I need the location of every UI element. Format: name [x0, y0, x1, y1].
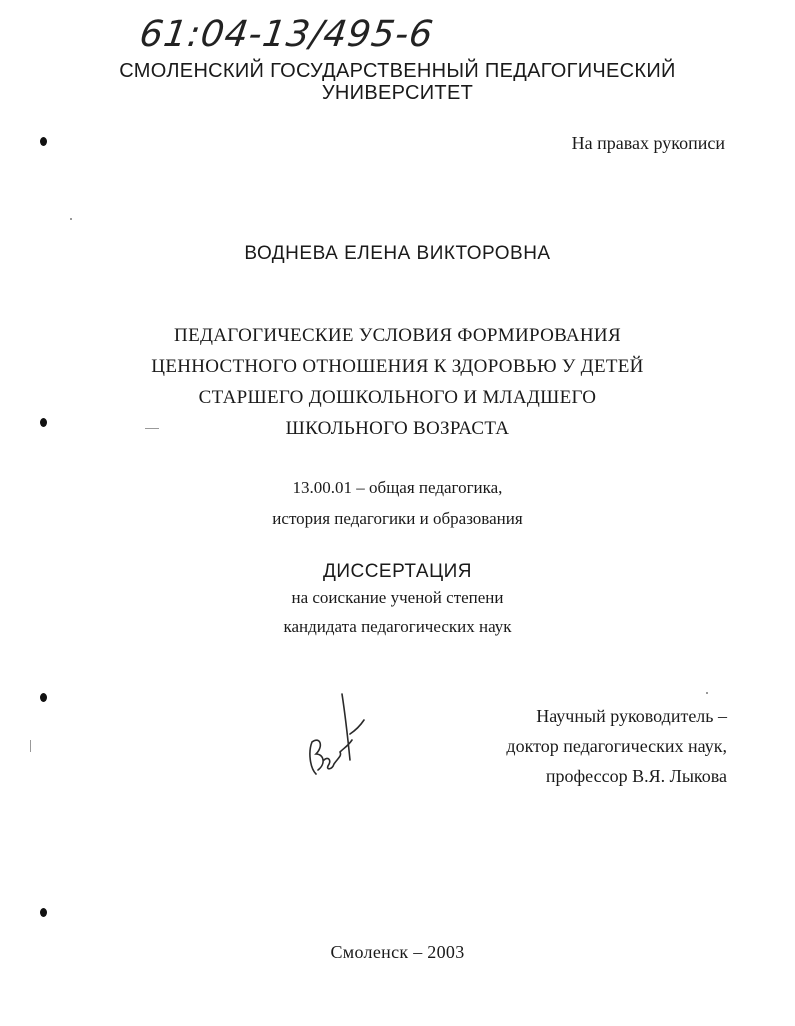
degree-line-2: кандидата педагогических наук — [283, 617, 512, 636]
signature-icon — [298, 690, 378, 790]
title-line-2: ЦЕННОСТНОГО ОТНОШЕНИЯ К ЗДОРОВЬЮ У ДЕТЕЙ — [151, 356, 644, 377]
scan-speck — [145, 428, 159, 429]
city-year: Смоленск – 2003 — [330, 942, 465, 962]
degree-sought — [0, 583, 795, 641]
supervisor-line-3: профессор В.Я. Лыкова — [545, 766, 727, 786]
binding-hole-1 — [40, 137, 47, 146]
specialty-line-1: 13.00.01 – общая педагогика, — [292, 478, 503, 497]
scan-speck — [706, 692, 708, 694]
binding-hole-2 — [40, 418, 47, 427]
archive-number-handwritten: 61:04-13/495-6 — [137, 14, 437, 55]
specialty-code — [0, 472, 795, 534]
scan-speck — [70, 218, 72, 220]
author-name: ВОДНЕВА ЕЛЕНА ВИКТОРОВНА — [244, 243, 551, 264]
university-line-2: УНИВЕРСИТЕТ — [321, 82, 474, 104]
degree-line-1: на соискание ученой степени — [291, 588, 504, 607]
binding-hole-3 — [40, 693, 47, 702]
title-line-1: ПЕДАГОГИЧЕСКИЕ УСЛОВИЯ ФОРМИРОВАНИЯ — [174, 325, 621, 346]
title-line-3: СТАРШЕГО ДОШКОЛЬНОГО И МЛАДШЕГО — [198, 387, 597, 408]
rights-note: На правах рукописи — [571, 133, 725, 153]
supervisor-line-2: доктор педагогических наук, — [506, 736, 727, 756]
university-name — [0, 60, 795, 104]
supervisor-block — [506, 701, 727, 791]
scan-speck — [30, 740, 31, 752]
title-line-4: ШКОЛЬНОГО ВОЗРАСТА — [285, 418, 510, 439]
dissertation-heading: ДИССЕРТАЦИЯ — [322, 561, 473, 582]
specialty-line-2: история педагогики и образования — [272, 509, 523, 528]
dissertation-title — [0, 320, 795, 444]
university-line-1: СМОЛЕНСКИЙ ГОСУДАРСТВЕННЫЙ ПЕДАГОГИЧЕСКИЙ — [119, 60, 676, 82]
supervisor-line-1: Научный руководитель – — [536, 706, 727, 726]
binding-hole-4 — [40, 908, 47, 917]
